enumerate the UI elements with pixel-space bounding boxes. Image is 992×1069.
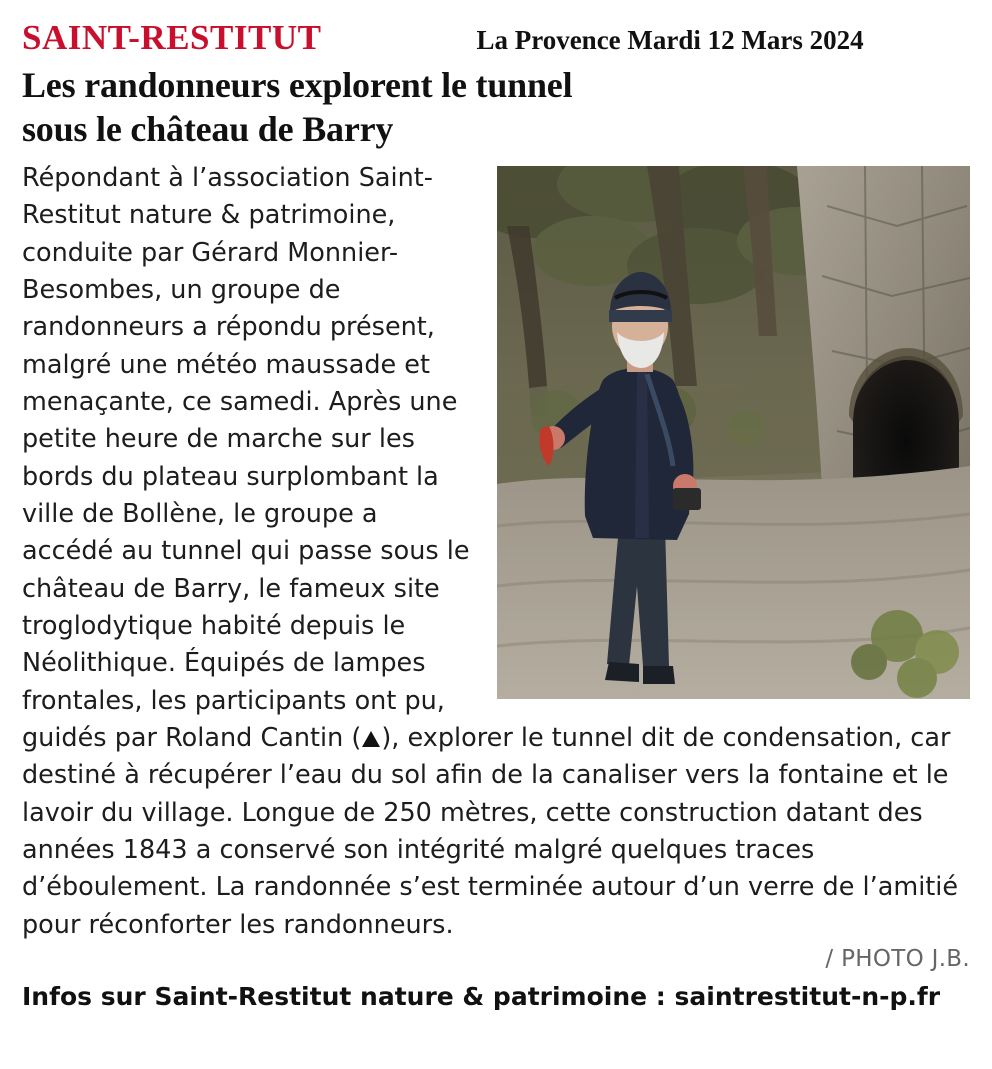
article-text-part-1: Répondant à l’association Saint-Restitut nature & patrimoine, conduite par Gérard Monnier-Besombes, un groupe de randonneurs a répondu présent, malgré une météo maussade et menaçante, ce samedi. Après une petite heure de marche sur les bords du plateau surplombant la ville de Bollène, le groupe a accédé au tunnel qui passe sous le château de Barry, le fameux site troglodytique habité depuis le Néolithique. Équipés de lampes frontales, les participants ont pu, guidés par Roland Cantin ( (22, 162, 470, 753)
article-text-part-2: ), explorer le tunnel dit de condensation, car destiné à récupérer l’eau du sol afin de la canaliser vers la fontaine et le lavoir du village. Longue de 250 mètres, cette construction datant des années 1843 a conservé son intégrité malgré quelques traces d’éboulement. La randonnée s’est terminée autour d’un verre de l’amitié pour réconforter les randonneurs. (22, 722, 959, 940)
page-title (0, 58, 992, 152)
photo-illustration (497, 166, 970, 699)
article-header (0, 0, 992, 58)
article-body (0, 152, 992, 944)
publication-date: La Provence Mardi 12 Mars 2024 (476, 25, 864, 55)
headline-line-2: sous le château de Barry (22, 108, 394, 149)
triangle-marker-icon (362, 731, 380, 747)
photo-credit: / PHOTO J.B. (825, 946, 970, 973)
headline-line-1: Les randonneurs explorent le tunnel (22, 65, 573, 105)
article-kicker: SAINT-RESTITUT (22, 18, 322, 57)
article-photo (497, 166, 970, 699)
footer-info: Infos sur Saint-Restitut nature & patrimoine : saintrestitut-n-p.fr (22, 982, 941, 1012)
